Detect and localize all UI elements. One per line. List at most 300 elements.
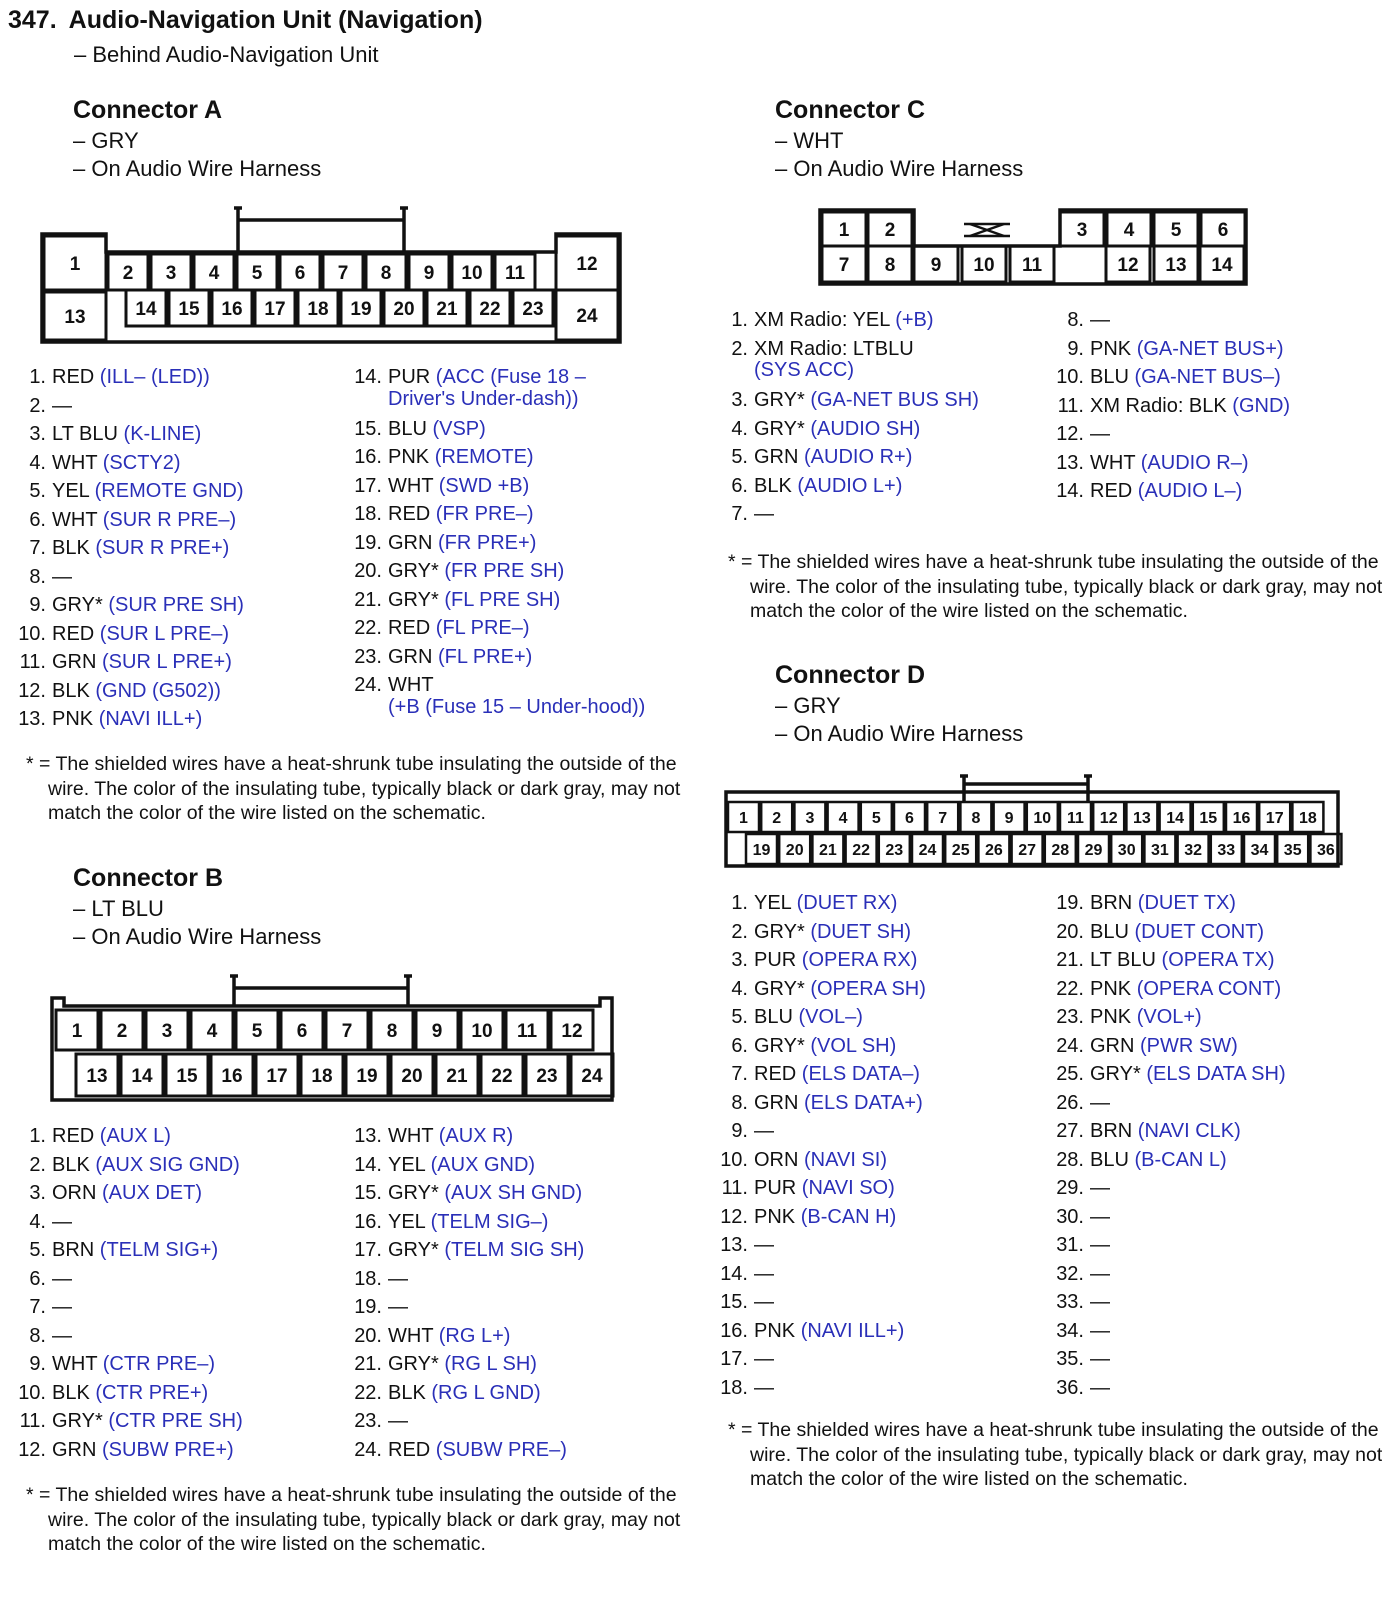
wire-color: — — [1090, 423, 1110, 445]
pin-desc — [1090, 918, 1264, 947]
terminal-number: 30 — [1117, 841, 1136, 859]
pin-desc — [52, 363, 210, 392]
pin-desc — [754, 889, 897, 918]
pin-desc — [52, 1151, 240, 1180]
pin-row — [14, 591, 334, 620]
pin-row — [716, 1317, 1036, 1346]
pin-row — [350, 1151, 670, 1180]
pin-number: 16. — [354, 1210, 382, 1233]
wire-color: GRY* — [388, 1182, 439, 1204]
page-title — [8, 6, 483, 35]
connector-a-pins-right — [350, 363, 670, 723]
pin-row — [14, 449, 334, 478]
circuit-function: (NAVI SO) — [801, 1177, 895, 1199]
pin-number: 6. — [731, 1034, 748, 1057]
pin-desc — [388, 1379, 541, 1408]
terminal-number: 7 — [938, 809, 948, 827]
circuit-function: (RG L+) — [438, 1324, 511, 1347]
terminal-number: 3 — [161, 1020, 173, 1042]
pin-number: 17. — [354, 474, 382, 497]
connector-c-pins-left — [716, 306, 1036, 529]
connector-d-color: – GRY — [775, 693, 841, 718]
circuit-function: (ELS DATA+) — [804, 1091, 923, 1114]
pin-desc — [52, 534, 229, 563]
pin-desc — [388, 614, 530, 643]
pin-row — [350, 529, 670, 558]
terminal-number: 6 — [905, 809, 914, 827]
terminal-number: 5 — [251, 262, 263, 284]
pin-row — [1052, 1288, 1372, 1317]
pin-desc — [388, 1350, 537, 1379]
circuit-function: (RG L GND) — [431, 1381, 541, 1404]
wire-color: RED — [52, 1125, 95, 1147]
pin-desc — [754, 1089, 923, 1118]
circuit-function: (ILL– (LED)) — [99, 366, 210, 388]
wire-color: — — [1090, 1091, 1110, 1114]
pin-number: 22. — [1056, 977, 1084, 1000]
pin-desc — [754, 1317, 904, 1346]
pin-number: 22. — [354, 1381, 382, 1404]
wire-color: ORN — [754, 1148, 799, 1171]
terminal-number: 9 — [431, 1020, 443, 1042]
pin-number: 17. — [354, 1239, 382, 1261]
wire-color: PNK — [754, 1319, 796, 1342]
wire-color: BLK — [52, 679, 90, 702]
pin-desc — [388, 557, 564, 586]
wire-color: — — [1090, 1262, 1110, 1285]
wire-color: — — [754, 1291, 774, 1313]
pin-desc — [754, 1032, 896, 1061]
wire-color: GRN — [1090, 1034, 1135, 1057]
pin-number: 5. — [731, 446, 748, 468]
pin-row — [716, 1089, 1036, 1118]
pin-desc — [388, 1293, 408, 1322]
pin-number: 10. — [720, 1148, 748, 1171]
pin-number: 5. — [29, 480, 46, 502]
pin-row — [350, 500, 670, 529]
terminal-number: 29 — [1084, 841, 1103, 859]
pin-row — [350, 1436, 670, 1465]
wire-color: — — [388, 1410, 408, 1432]
pin-number: 1. — [29, 1125, 46, 1147]
pin-desc — [754, 306, 934, 335]
circuit-function: (OPERA CONT) — [1136, 977, 1282, 1000]
pin-desc — [52, 1322, 72, 1351]
terminal-number: 7 — [838, 254, 850, 276]
wire-color: WHT — [388, 474, 434, 497]
pin-row — [350, 415, 670, 444]
terminal-number: 6 — [1217, 219, 1229, 241]
pin-row — [716, 306, 1036, 335]
pin-desc — [52, 1293, 72, 1322]
terminal-number: 9 — [930, 254, 942, 276]
pin-desc — [388, 363, 586, 392]
terminal-number: 21 — [436, 298, 458, 320]
circuit-function: (AUDIO R+) — [804, 446, 913, 468]
pin-number: 16. — [720, 1319, 748, 1342]
circuit-function: (SUBW PRE+) — [102, 1438, 234, 1461]
circuit-function: (NAVI SI) — [804, 1148, 887, 1171]
pin-desc — [754, 443, 912, 472]
wire-color: WHT — [388, 1125, 434, 1147]
terminal-number: 18 — [1299, 809, 1317, 827]
pin-desc — [52, 1436, 234, 1465]
terminal-number: 20 — [785, 841, 804, 859]
connector-c-title: Connector C — [775, 96, 925, 124]
wire-color: GRY* — [754, 389, 805, 411]
terminal-number: 9 — [1004, 809, 1014, 827]
terminal-number: 10 — [973, 254, 995, 276]
terminal-number: 12 — [576, 253, 598, 275]
terminal-number: 6 — [296, 1020, 308, 1042]
pin-desc — [754, 386, 979, 415]
circuit-function: (TELM SIG+) — [99, 1239, 219, 1261]
pin-number: 29. — [1056, 1177, 1084, 1199]
pin-desc — [388, 472, 529, 501]
connector-d-diagram — [722, 772, 1346, 872]
pin-desc — [388, 1151, 535, 1180]
pin-desc — [388, 1407, 408, 1436]
connector-a-pins-left — [14, 363, 334, 734]
page-title-text: Audio-Navigation Unit (Navigation) — [68, 6, 483, 34]
terminal-number: 20 — [401, 1065, 423, 1087]
pin-row — [14, 1293, 334, 1322]
pin-row — [716, 443, 1036, 472]
pin-number: 21. — [354, 1353, 382, 1375]
pin-number: 23. — [354, 1410, 382, 1432]
pin-number: 4. — [29, 451, 46, 474]
pin-row — [716, 1288, 1036, 1317]
pin-number: 19. — [354, 1296, 382, 1318]
pin-desc — [52, 648, 232, 677]
circuit-function: (AUDIO SH) — [810, 417, 921, 440]
terminal-number: 8 — [971, 809, 981, 827]
pin-desc — [754, 1146, 887, 1175]
connector-c-key-mark — [964, 224, 1010, 236]
pin-desc — [1090, 477, 1242, 506]
circuit-function: (DUET CONT) — [1134, 920, 1265, 943]
wire-color: BLK — [754, 474, 792, 497]
terminal-number: 31 — [1151, 841, 1169, 859]
wire-color: — — [754, 1234, 774, 1256]
terminal-number: 14 — [131, 1065, 153, 1087]
pin-desc — [1090, 420, 1110, 449]
circuit-function-cont: (SYS ACC) — [754, 359, 855, 381]
pin-number: 12. — [18, 1438, 46, 1461]
terminal-number: 36 — [1317, 841, 1335, 859]
pin-row — [716, 1032, 1036, 1061]
pin-desc — [388, 529, 536, 558]
pin-number: 32. — [1056, 1262, 1084, 1285]
pin-number: 23. — [1056, 1006, 1084, 1028]
pin-desc — [52, 705, 202, 734]
pin-row — [14, 648, 334, 677]
terminal-number: 13 — [64, 306, 86, 328]
wire-color: — — [1090, 309, 1110, 331]
pin-number: 24. — [354, 674, 382, 696]
circuit-function: (AUDIO L–) — [1137, 480, 1243, 502]
pin-desc — [1090, 1003, 1202, 1032]
wire-color: — — [1090, 1177, 1110, 1199]
pin-desc — [52, 506, 236, 535]
pin-desc — [1090, 363, 1281, 392]
pin-row — [716, 386, 1036, 415]
circuit-function: (SUR L PRE–) — [99, 622, 230, 645]
pin-desc — [388, 1265, 408, 1294]
pin-number: 20. — [354, 1324, 382, 1347]
pin-number: 18. — [354, 1267, 382, 1290]
wire-color: BLU — [1090, 920, 1129, 943]
pin-number: 12. — [720, 1205, 748, 1228]
pin-row — [1052, 392, 1372, 421]
pin-number: 24. — [354, 1438, 382, 1461]
circuit-function: (GA-NET BUS+) — [1136, 337, 1284, 360]
wire-color: GRY* — [1090, 1063, 1141, 1085]
circuit-function: (CTR PRE SH) — [108, 1410, 243, 1432]
pin-number: 13. — [354, 1125, 382, 1147]
wire-color: PUR — [754, 1177, 797, 1199]
terminal-number: 4 — [838, 809, 848, 827]
pin-desc — [754, 1231, 774, 1260]
pin-row — [350, 443, 670, 472]
wire-color: BLK — [52, 537, 90, 559]
pin-row — [1052, 1146, 1372, 1175]
pin-number: 9. — [29, 1353, 46, 1375]
terminal-number: 35 — [1283, 841, 1302, 859]
pin-desc — [388, 1322, 510, 1351]
circuit-function: (SUBW PRE–) — [435, 1438, 567, 1461]
terminal-number: 25 — [951, 841, 970, 859]
terminal-number: 14 — [135, 298, 157, 320]
circuit-function: (ELS DATA SH) — [1146, 1063, 1286, 1085]
wire-color: GRN — [754, 446, 799, 468]
pin-number: 21. — [354, 588, 382, 611]
pin-row — [350, 1122, 670, 1151]
wire-color: GRN — [388, 531, 433, 554]
wire-color: WHT — [52, 1353, 98, 1375]
wire-color: WHT — [388, 1324, 434, 1347]
circuit-function: (AUDIO L+) — [797, 474, 903, 497]
pin-desc — [388, 671, 434, 700]
pin-row — [14, 1208, 334, 1237]
wire-color: GRN — [52, 1438, 97, 1461]
wire-color: PNK — [388, 446, 430, 468]
circuit-function: (VOL–) — [798, 1006, 863, 1028]
wire-color: YEL — [52, 480, 90, 502]
pin-row — [1052, 363, 1372, 392]
pin-row — [1052, 918, 1372, 947]
circuit-function: (TELM SIG SH) — [444, 1239, 585, 1261]
terminal-number: 4 — [1123, 219, 1135, 241]
wire-color: GRY* — [754, 920, 805, 943]
wire-color: WHT — [52, 451, 98, 474]
wire-color: BLK — [388, 1381, 426, 1404]
pin-number: 36. — [1056, 1376, 1084, 1399]
pin-row — [716, 1003, 1036, 1032]
pin-row — [350, 472, 670, 501]
connector-c-note: * = The shielded wires have a heat-shrunk tube insulating the outside of the wire. The color of the insulating tube, typically black or dark gray, may not match the color of the wire listed on the schematic. — [728, 551, 1382, 622]
terminal-number: 16 — [1232, 809, 1251, 827]
circuit-function: (CTR PRE–) — [102, 1353, 215, 1375]
terminal-number: 18 — [307, 298, 329, 320]
pin-desc — [1090, 335, 1284, 364]
wire-color: — — [52, 565, 72, 588]
circuit-function: (SUR R PRE+) — [95, 537, 230, 559]
pin-row — [716, 975, 1036, 1004]
circuit-function: (FR PRE+) — [438, 531, 537, 554]
wire-color: BRN — [1090, 1120, 1133, 1142]
terminal-number: 8 — [380, 262, 392, 284]
terminal-number: 22 — [491, 1065, 513, 1087]
pin-row — [350, 643, 670, 672]
terminal-number: 21 — [446, 1065, 468, 1087]
pin-desc — [52, 392, 72, 421]
connector-c-pins-right — [1052, 306, 1372, 506]
wire-color: — — [52, 394, 72, 417]
wire-color: — — [754, 1376, 774, 1399]
terminal-number: 17 — [1265, 809, 1284, 827]
pin-number: 4. — [29, 1210, 46, 1233]
connector-a-color: – GRY — [73, 128, 139, 153]
pin-desc — [754, 1260, 774, 1289]
pin-number: 7. — [29, 1296, 46, 1318]
pin-row — [716, 1146, 1036, 1175]
pin-row — [1052, 1060, 1372, 1089]
pin-desc — [1090, 1117, 1241, 1146]
pin-row — [1052, 946, 1372, 975]
pin-row — [14, 1407, 334, 1436]
pin-desc — [52, 563, 72, 592]
pin-desc — [52, 420, 201, 449]
circuit-function: (DUET SH) — [810, 920, 912, 943]
wire-color: — — [52, 1210, 72, 1233]
pin-row — [716, 1174, 1036, 1203]
connector-a-title: Connector A — [73, 96, 223, 124]
wire-color: — — [1090, 1348, 1110, 1370]
pin-number: 12. — [18, 679, 46, 702]
pin-desc — [52, 677, 221, 706]
pin-row — [350, 557, 670, 586]
terminal-number: 32 — [1184, 841, 1202, 859]
circuit-function: (OPERA SH) — [810, 977, 926, 1000]
circuit-function: (GND (G502)) — [95, 679, 221, 702]
circuit-function: (REMOTE GND) — [94, 480, 244, 502]
pin-row — [350, 614, 670, 643]
circuit-function: (REMOTE) — [434, 446, 534, 468]
circuit-function: (ACC (Fuse 18 – — [435, 366, 586, 388]
page-subtitle: – Behind Audio-Navigation Unit — [74, 42, 379, 67]
pin-desc — [52, 1208, 72, 1237]
terminal-number: 24 — [581, 1065, 603, 1087]
terminal-number: 16 — [221, 298, 243, 320]
pin-row — [350, 1208, 670, 1237]
pin-row — [14, 1379, 334, 1408]
pin-number: 14. — [1056, 480, 1084, 502]
pin-row — [350, 1379, 670, 1408]
wire-color: YEL — [388, 1153, 426, 1176]
wire-color: — — [1090, 1234, 1110, 1256]
pin-row — [1052, 1317, 1372, 1346]
terminal-number: 3 — [1076, 219, 1088, 241]
terminal-number: 33 — [1217, 841, 1236, 859]
pin-row — [1052, 1374, 1372, 1403]
circuit-function: (SWD +B) — [438, 474, 530, 497]
pin-number: 7. — [29, 537, 46, 559]
pin-desc — [1090, 1032, 1238, 1061]
terminal-number: 5 — [251, 1020, 263, 1042]
pin-number: 3. — [29, 1182, 46, 1204]
pin-number: 11. — [19, 1410, 46, 1432]
pin-number: 18. — [720, 1376, 748, 1399]
terminal-number: 1 — [838, 219, 850, 241]
circuit-function: (GA-NET BUS–) — [1134, 366, 1281, 388]
pin-number: 13. — [1056, 451, 1084, 474]
pin-number: 17. — [720, 1348, 748, 1370]
pin-number: 21. — [1056, 949, 1084, 971]
pin-number: 3. — [731, 949, 748, 971]
terminal-number: 2 — [884, 219, 896, 241]
terminal-number: 11 — [1067, 809, 1084, 827]
pin-row — [14, 677, 334, 706]
pin-desc — [1090, 1288, 1110, 1317]
wire-color: WHT — [1090, 451, 1136, 474]
pin-number: 1. — [731, 892, 748, 914]
pin-desc — [1090, 1203, 1110, 1232]
pin-row — [1052, 477, 1372, 506]
terminal-number: 1 — [69, 253, 81, 275]
terminal-number: 22 — [852, 841, 870, 859]
pin-number: 22. — [354, 617, 382, 639]
pin-desc — [1090, 1060, 1286, 1089]
wire-color: RED — [52, 366, 95, 388]
circuit-function: (ELS DATA–) — [801, 1063, 920, 1085]
pin-number: 19. — [1056, 892, 1084, 914]
connector-c-color: – WHT — [775, 128, 844, 153]
pin-number: 6. — [29, 1267, 46, 1290]
pin-row — [1052, 1117, 1372, 1146]
pin-row — [14, 620, 334, 649]
pin-number: 9. — [1067, 337, 1084, 360]
pin-row — [716, 335, 1036, 364]
pin-number: 4. — [731, 977, 748, 1000]
pin-desc — [388, 643, 532, 672]
circuit-function: (OPERA RX) — [801, 949, 918, 971]
circuit-function: (GND) — [1232, 394, 1291, 417]
pin-desc — [388, 1208, 548, 1237]
pin-row — [14, 1151, 334, 1180]
pin-desc — [52, 1379, 208, 1408]
pin-row — [14, 1265, 334, 1294]
terminal-number: 10 — [1033, 809, 1052, 827]
pin-desc — [754, 918, 911, 947]
pin-number: 3. — [731, 389, 748, 411]
terminal-number: 17 — [264, 298, 286, 320]
terminal-number: 20 — [393, 298, 415, 320]
pin-row — [716, 500, 1036, 529]
pin-desc — [388, 500, 534, 529]
pin-row — [1052, 1345, 1372, 1374]
circuit-function: (GA-NET BUS SH) — [810, 389, 979, 411]
wire-color: BRN — [1090, 892, 1133, 914]
pin-number: 1. — [29, 366, 46, 388]
circuit-function: (B-CAN L) — [1134, 1148, 1227, 1171]
pin-row — [14, 392, 334, 421]
wire-color: PNK — [52, 708, 94, 730]
wire-color: BLU — [1090, 366, 1129, 388]
wire-color: ORN — [52, 1182, 97, 1204]
pin-desc — [754, 1203, 896, 1232]
connector-c-diagram — [816, 206, 1252, 290]
